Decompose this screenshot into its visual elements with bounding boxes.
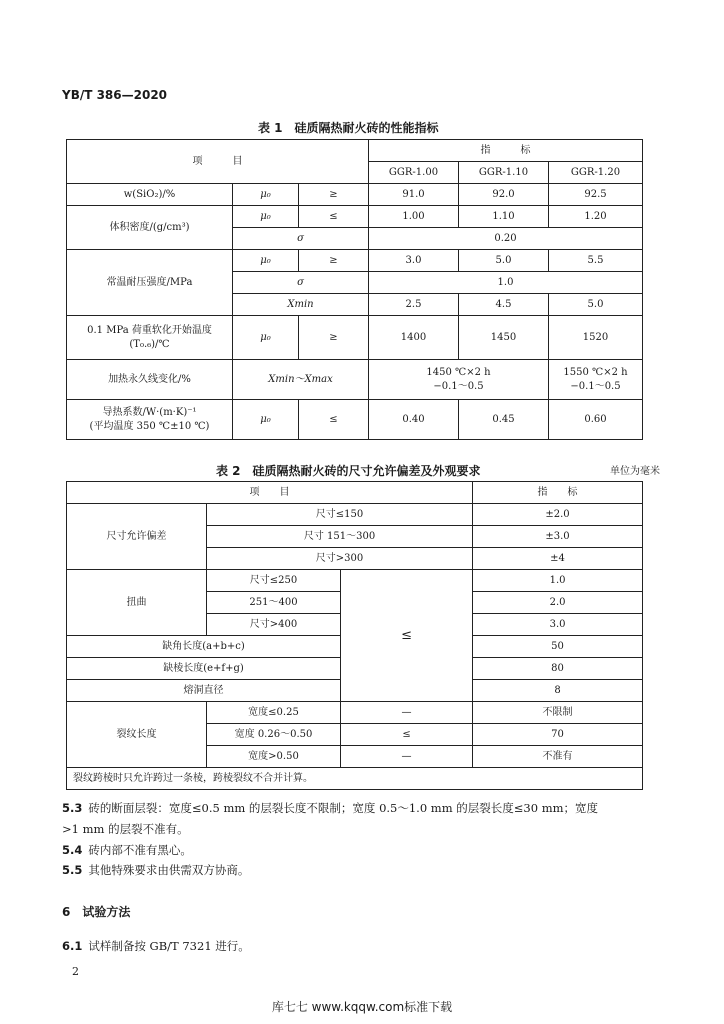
- t2-cond: 251～400: [207, 592, 341, 614]
- t1-value: 0.20: [369, 228, 643, 250]
- t1-tc-label-line2: (平均温度 350 ℃±10 ℃): [89, 420, 210, 432]
- t1-op: ≤: [299, 206, 369, 228]
- t1-plc-right: [549, 360, 643, 400]
- t1-tc-label: [67, 400, 233, 440]
- t1-value: 5.0: [459, 250, 549, 272]
- para-6-1-text: 试样制备按 GB/T 7321 进行。: [88, 939, 250, 953]
- t2-value: 3.0: [473, 614, 643, 636]
- t1-rul-label-line2: (T₀.₆)/℃: [129, 338, 170, 350]
- t2-hole-label: 熔洞直径: [67, 680, 341, 702]
- t1-plc-sym: Xmin～Xmax: [233, 360, 369, 400]
- t1-value: 92.5: [549, 184, 643, 206]
- t1-plc-left-line1: 1450 ℃×2 h: [426, 367, 491, 378]
- t1-op: ≥: [299, 316, 369, 360]
- t2-header-index: 指 标: [473, 482, 643, 504]
- t2-value: 1.0: [473, 570, 643, 592]
- t1-value: 0.45: [459, 400, 549, 440]
- t2-cond: 尺寸≤250: [207, 570, 341, 592]
- t2-op: —: [341, 702, 473, 724]
- para-5-4-text: 砖内部不准有黑心。: [88, 843, 192, 857]
- t2-corner-label: 缺角长度(a+b+c): [67, 636, 341, 658]
- para-6-1-num: 6.1: [62, 939, 83, 953]
- t1-plc-label: 加热永久线变化/%: [67, 360, 233, 400]
- t1-plc-left: [369, 360, 549, 400]
- t1-sym: μ₀: [233, 184, 299, 206]
- page-number: 2: [72, 965, 79, 978]
- t1-value: 4.5: [459, 294, 549, 316]
- t2-cond: 尺寸>400: [207, 614, 341, 636]
- t2-value: ±2.0: [473, 504, 643, 526]
- t1-value: 1.20: [549, 206, 643, 228]
- t1-value: 1400: [369, 316, 459, 360]
- t1-plc-right-line1: 1550 ℃×2 h: [563, 367, 628, 378]
- t2-warp-label: 扭曲: [67, 570, 207, 636]
- para-5-3-num: 5.3: [62, 801, 83, 815]
- para-5-5-text: 其他特殊要求由供需双方协商。: [88, 863, 250, 877]
- t1-tc-label-line1: 导热系数/W·(m·K)⁻¹: [102, 407, 197, 418]
- t2-size-tol-label: 尺寸允许偏差: [67, 504, 207, 570]
- t1-op: ≥: [299, 184, 369, 206]
- t2-cond: 尺寸 151～300: [207, 526, 473, 548]
- t1-sigma: σ: [233, 228, 369, 250]
- t2-cond: 宽度≤0.25: [207, 702, 341, 724]
- t2-value: ±3.0: [473, 526, 643, 548]
- t1-value: 5.5: [549, 250, 643, 272]
- standard-code: YB/T 386—2020: [62, 88, 168, 102]
- t2-le-sign: ≤: [341, 570, 473, 702]
- table1: [66, 139, 643, 440]
- t2-value: 8: [473, 680, 643, 702]
- para-5-3: [62, 800, 598, 816]
- t1-value: 1.00: [369, 206, 459, 228]
- para-5-3-cont: >1 mm 的层裂不准有。: [62, 822, 189, 836]
- t2-value: 70: [473, 724, 643, 746]
- t1-plc-left-line2: −0.1～0.5: [433, 380, 484, 392]
- t2-value: 2.0: [473, 592, 643, 614]
- t2-cond: 尺寸≤150: [207, 504, 473, 526]
- t2-header-item: 项 目: [67, 482, 473, 504]
- t1-op: ≤: [299, 400, 369, 440]
- t2-op: ≤: [341, 724, 473, 746]
- t1-sym: μ₀: [233, 316, 299, 360]
- para-5-4-num: 5.4: [62, 843, 83, 857]
- t1-xmin: Xmin: [233, 294, 369, 316]
- table2-caption: 表 2 硅质隔热耐火砖的尺寸允许偏差及外观要求: [216, 464, 481, 478]
- t2-value: 不准有: [473, 746, 643, 768]
- t1-value: 1.0: [369, 272, 643, 294]
- t1-plc-right-line2: −0.1～0.5: [570, 380, 621, 392]
- section-6-heading: 6 试验方法: [62, 905, 131, 919]
- t1-header-item: 项 目: [67, 140, 369, 184]
- t1-value: 0.40: [369, 400, 459, 440]
- para-5-5-num: 5.5: [62, 863, 83, 877]
- table1-caption: 表 1 硅质隔热耐火砖的性能指标: [258, 121, 439, 135]
- t1-value: 91.0: [369, 184, 459, 206]
- t1-op: ≥: [299, 250, 369, 272]
- t1-grade: GGR-1.20: [549, 162, 643, 184]
- t2-value: 不限制: [473, 702, 643, 724]
- t1-sym: μ₀: [233, 400, 299, 440]
- t1-value: 0.60: [549, 400, 643, 440]
- t2-value: 50: [473, 636, 643, 658]
- t1-density-label: 体积密度/(g/cm³): [67, 206, 233, 250]
- t1-value: 2.5: [369, 294, 459, 316]
- t1-value: 1.10: [459, 206, 549, 228]
- t1-header-index: 指 标: [369, 140, 643, 162]
- t1-sym: μ₀: [233, 250, 299, 272]
- footer-watermark: 库七七 www.kqqw.com标准下载: [271, 1000, 453, 1014]
- t1-value: 1520: [549, 316, 643, 360]
- t1-rul-label: [67, 316, 233, 360]
- t2-crack-label: 裂纹长度: [67, 702, 207, 768]
- para-5-5: [62, 862, 249, 878]
- t2-edge-label: 缺棱长度(e+f+g): [67, 658, 341, 680]
- t1-value: 5.0: [549, 294, 643, 316]
- t1-grade: GGR-1.00: [369, 162, 459, 184]
- t1-value: 92.0: [459, 184, 549, 206]
- para-6-1: [62, 938, 250, 954]
- t1-rul-label-line1: 0.1 MPa 荷重软化开始温度: [87, 325, 212, 336]
- t2-cond: 宽度>0.50: [207, 746, 341, 768]
- t1-value: 1450: [459, 316, 549, 360]
- t2-value: ±4: [473, 548, 643, 570]
- t2-note: 裂纹跨棱时只允许跨过一条棱，跨棱裂纹不合并计算。: [67, 768, 643, 790]
- table2: [66, 481, 643, 790]
- t1-sym: μ₀: [233, 206, 299, 228]
- t2-op: —: [341, 746, 473, 768]
- table2-unit: 单位为毫米: [610, 466, 660, 477]
- t1-grade: GGR-1.10: [459, 162, 549, 184]
- t1-sigma: σ: [233, 272, 369, 294]
- t1-value: 3.0: [369, 250, 459, 272]
- t2-cond: 尺寸>300: [207, 548, 473, 570]
- para-5-4: [62, 842, 192, 858]
- t2-cond: 宽度 0.26～0.50: [207, 724, 341, 746]
- t2-value: 80: [473, 658, 643, 680]
- t1-strength-label: 常温耐压强度/MPa: [67, 250, 233, 316]
- t1-sio2-label: w(SiO₂)/%: [67, 184, 233, 206]
- para-5-3-text: 砖的断面层裂：宽度≤0.5 mm 的层裂长度不限制；宽度 0.5～1.0 mm 的层裂长度≤30 mm；宽度: [88, 801, 599, 815]
